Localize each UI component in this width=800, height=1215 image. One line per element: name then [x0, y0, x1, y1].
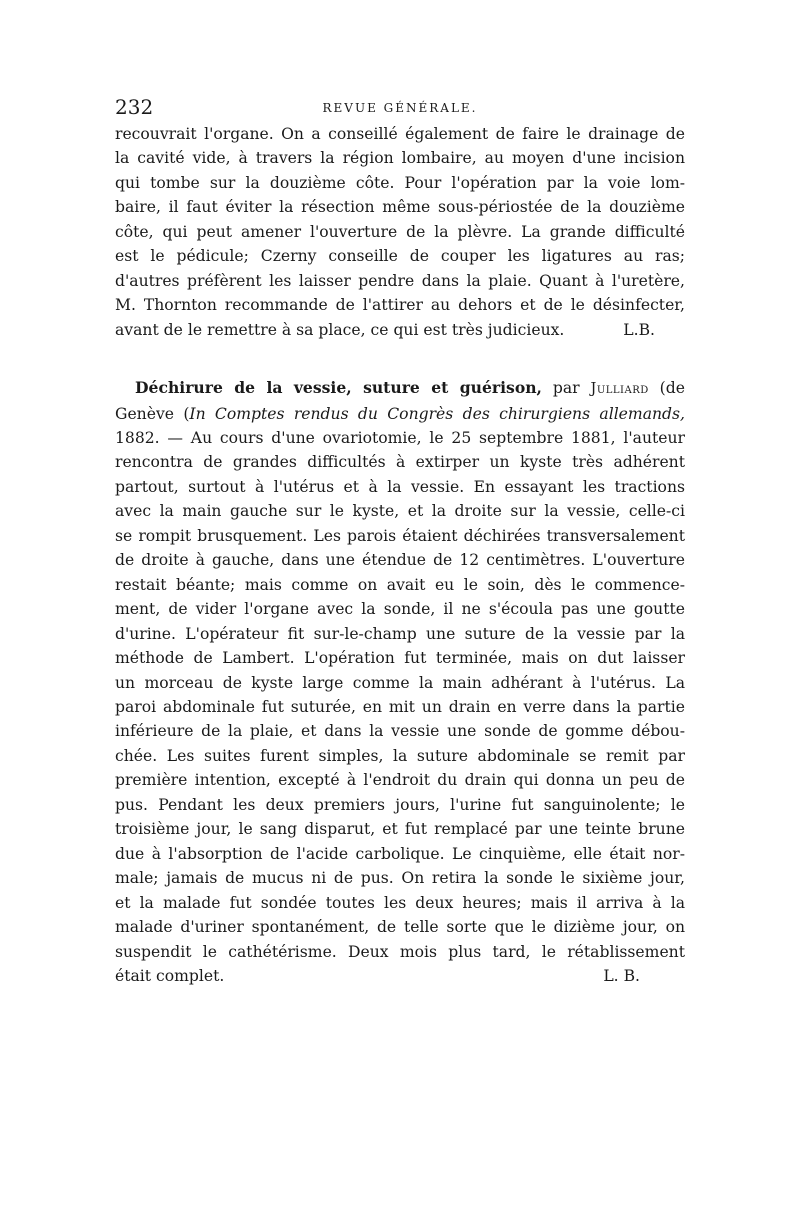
text-line: côte, qui peut amener l'ouverture de la plèvre. La grande difficulté [115, 222, 685, 241]
running-head [115, 96, 685, 122]
article-author: Julliard [590, 381, 649, 398]
text-line: troisième jour, le sang disparut, et fut remplacé par une teinte brune [115, 820, 685, 839]
article-title: Déchirure de la vessie, suture et guérison, [135, 378, 542, 398]
text-line: paroi abdominale fut suturée, en mit un drain en verre dans la partie [115, 697, 685, 716]
text-line: se rompit brusquement. Les parois étaient déchirées transversalement [115, 526, 685, 545]
text-line: première intention, excepté à l'endroit du drain qui donna un peu de [115, 771, 685, 790]
article-by: par [541, 379, 591, 398]
source-title: In Comptes rendus du Congrès des chirurgiens allemands, [189, 404, 685, 423]
text-line: chée. Les suites furent simples, la suture abdominale se remit par [115, 746, 685, 765]
text-line: était complet. [115, 966, 225, 985]
text-line-last [115, 318, 685, 342]
text-line: avant de le remettre à sa place, ce qui est très judicieux. [115, 320, 565, 339]
article-heading-line [115, 376, 685, 401]
text-line: inférieure de la plaie, et dans la vessie une sonde de gomme débou- [115, 722, 685, 741]
text-line: la cavité vide, à travers la région lombaire, au moyen d'une incision [115, 149, 685, 168]
article-after-author: (de [648, 379, 685, 398]
text-line: 1882. — Au cours d'une ovariotomie, le 25 septembre 1881, l'auteur [115, 428, 685, 447]
journal-title: REVUE GÉNÉRALE. [322, 101, 478, 115]
text-line: restait béante; mais comme on avait eu le soin, dès le commence- [115, 575, 685, 594]
text-line: pus. Pendant les deux premiers jours, l'urine fut sanguinolente; le [115, 795, 685, 814]
section-gap [115, 342, 685, 376]
signature: L.B. [623, 320, 655, 339]
text-line: un morceau de kyste large comme la main adhérant à l'utérus. La [115, 673, 685, 692]
text-line: malade d'uriner spontanément, de telle sorte que le dizième jour, on [115, 918, 685, 937]
text-line: partout, surtout à l'utérus et à la vessie. En essayant les tractions [115, 477, 685, 496]
text-line: d'urine. L'opérateur fit sur-le-champ une suture de la vessie par la [115, 624, 685, 643]
text-line: d'autres préfèrent les laisser pendre dans la plaie. Quant à l'uretère, [115, 271, 685, 290]
signature: L. B. [603, 966, 640, 985]
article-continuation [115, 122, 685, 342]
text-line: et la malade fut sondée toutes les deux heures; mais il arriva à la [115, 893, 685, 912]
text-line: M. Thornton recommande de l'attirer au dehors et de le désinfecter, [115, 296, 685, 315]
text-line: avec la main gauche sur le kyste, et la droite sur la vessie, celle-ci [115, 502, 685, 521]
text-line: rencontra de grandes difficultés à extirper un kyste très adhérent [115, 453, 685, 472]
text-line: baire, il faut éviter la résection même sous-périostée de la douzième [115, 198, 685, 217]
text-line: recouvrait l'organe. On a conseillé également de faire le drainage de [115, 125, 685, 143]
source-line [115, 402, 685, 426]
article-dechirure [115, 376, 685, 988]
source-prefix: Genève ( [115, 404, 190, 423]
text-line: qui tombe sur la douzième côte. Pour l'opération par la voie lom- [115, 173, 685, 192]
text-line-last [115, 964, 685, 988]
text-line: ment, de vider l'organe avec la sonde, il ne s'écoula pas une goutte [115, 600, 685, 619]
text-line: suspendit le cathétérisme. Deux mois plus tard, le rétablissement [115, 942, 685, 961]
text-line: méthode de Lambert. L'opération fut terminée, mais on dut laisser [115, 649, 685, 668]
text-line: de droite à gauche, dans une étendue de 12 centimètres. L'ouverture [115, 551, 685, 570]
text-line: est le pédicule; Czerny conseille de couper les ligatures au ras; [115, 247, 685, 266]
page-number: 232 [115, 95, 154, 119]
text-line: due à l'absorption de l'acide carbolique. Le cinquième, elle était nor- [115, 844, 685, 863]
document-page [115, 96, 685, 988]
text-line: male; jamais de mucus ni de pus. On retira la sonde le sixième jour, [115, 869, 685, 888]
